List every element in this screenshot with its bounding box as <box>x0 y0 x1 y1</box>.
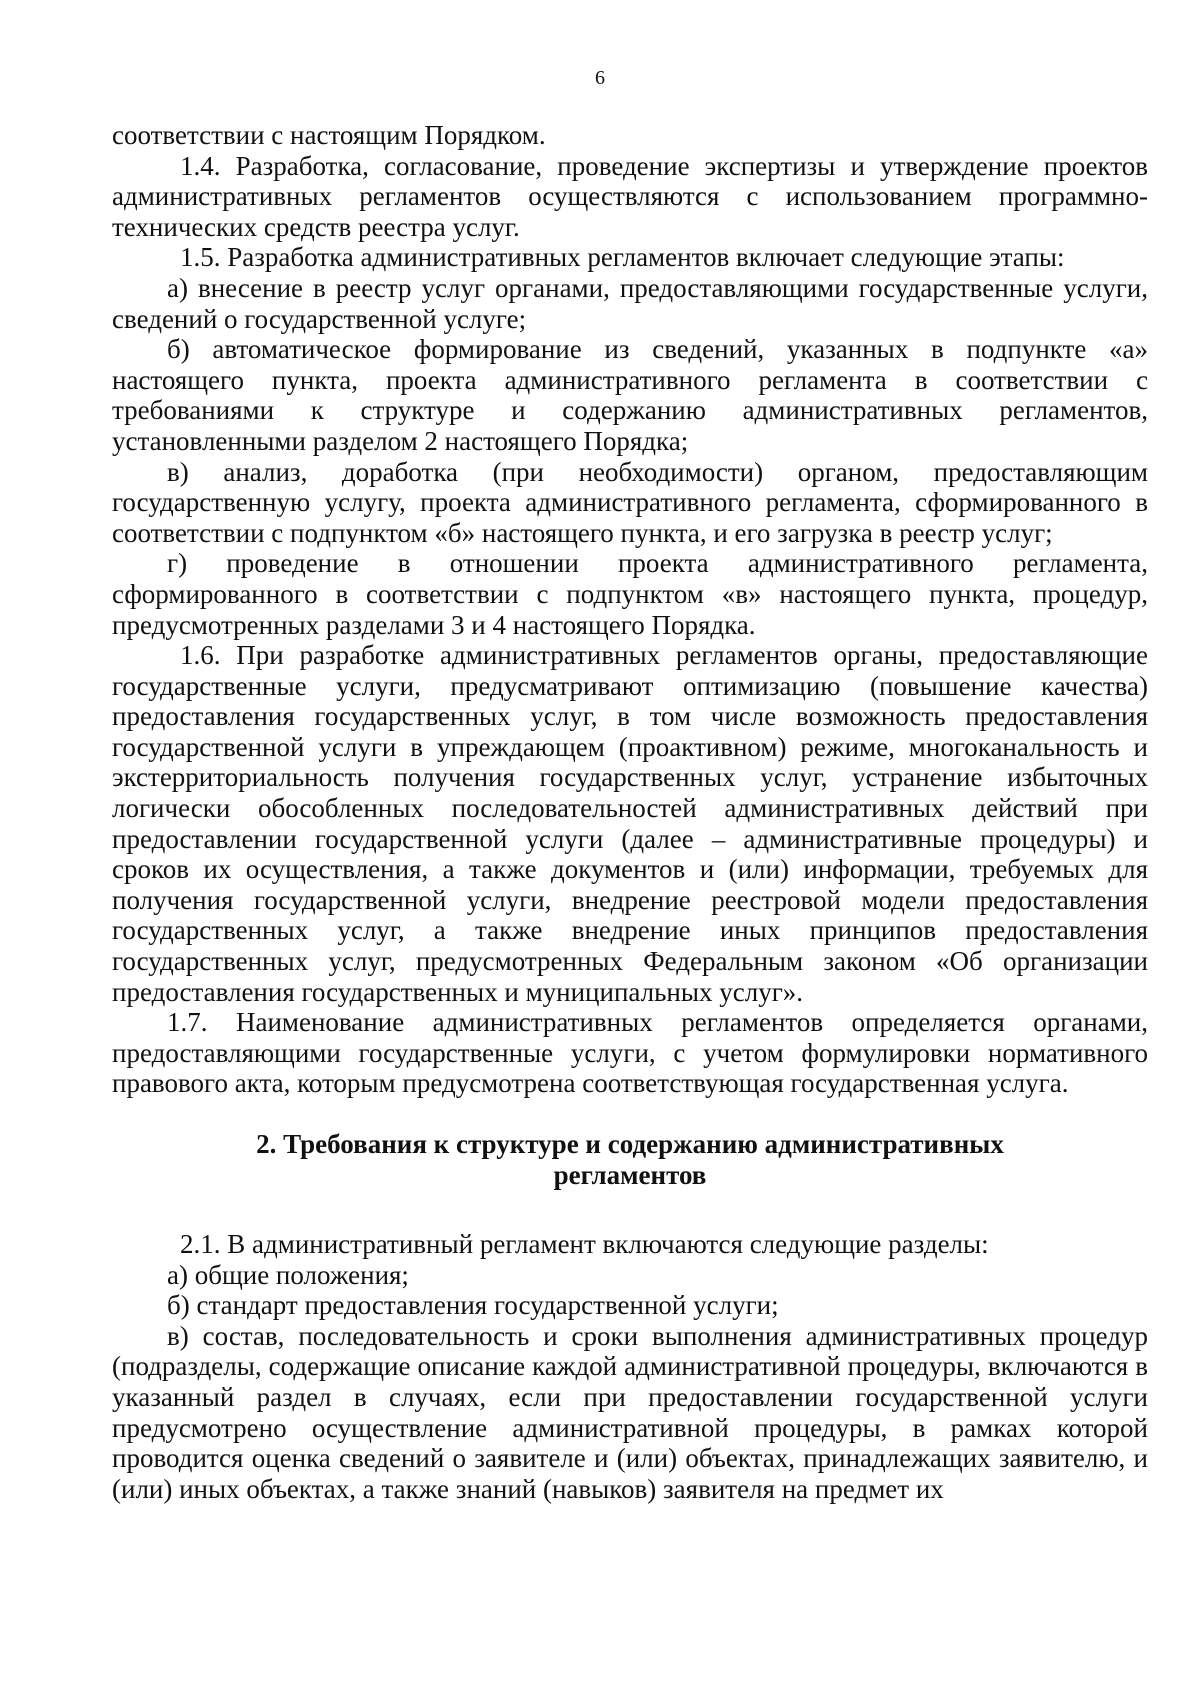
paragraph-1-7: 1.7. Наименование административных регламентов определяется органами, предоставляющими государственные услуги, с учетом формулировки нормативного правового акта, которым предусмотрена соответствующая государственная услуга. <box>112 1007 1148 1099</box>
paragraph: соответствии с настоящим Порядком. <box>112 120 546 150</box>
page-number: 6 <box>595 67 605 89</box>
section-heading: 2. Требования к структуре и содержанию административных регламентов <box>256 1129 1004 1190</box>
paragraph-1-6: 1.6. При разработке административных регламентов органы, предоставляющие государственные услуги, предусматривают оптимизацию (повышение качества) предоставления государственных услуг, в том числе возможность предоставления государственной услуги в упреждающем (проактивном) режиме, многоканальность и экстерриториальность получения государственных услуг, устранение избыточных логически обособленных последовательностей административных действий при предоставлении государственной услуги (далее – административные процедуры) и сроков их осуществления, а также документов и (или) информации, требуемых для получения государственной услуги, внедрение реестровой модели предоставления государственных услуг, а также внедрение иных принципов предоставления государственных услуг, предусмотренных Федеральным законом «Об организации предоставления государственных и муниципальных услуг». <box>112 640 1148 1007</box>
paragraph-2-1: 2.1. В административный регламент включаются следующие разделы: <box>180 1229 989 1259</box>
subitem-g: г) проведение в отношении проекта административного регламента, сформированного в соответствии с подпунктом «в» настоящего пункта, процедур, предусмотренных разделами 3 и 4 настоящего Порядка. <box>112 548 1148 640</box>
subitem-a: а) общие положения; <box>167 1259 409 1290</box>
document-body <box>112 120 1148 1504</box>
paragraph-1-4: 1.4. Разработка, согласование, проведение экспертизы и утверждение проектов административных регламентов осуществляются с использованием программно-технических средств реестра услуг. <box>112 150 1148 242</box>
subitem-v: в) состав, последовательность и сроки выполнения административных процедур (подразделы, содержащие описание каждой административной процедуры, включаются в указанный раздел в случаях, если при предоставлении государственной услуги предусмотрено осуществление административной процедуры, в рамках которой проводится оценка сведений о заявителе и (или) объектах, принадлежащих заявителю, и (или) иных объектах, а также знаний (навыков) заявителя на предмет их <box>112 1320 1148 1504</box>
paragraph-1-5: 1.5. Разработка административных регламентов включает следующие этапы: <box>180 242 1065 273</box>
subitem-a: а) внесение в реестр услуг органами, предоставляющими государственные услуги, сведений о государственной услуге; <box>112 272 1148 334</box>
subitem-b: б) стандарт предоставления государственной услуги; <box>167 1290 779 1321</box>
subitem-b: б) автоматическое формирование из сведений, указанных в подпункте «а» настоящего пункта, проекта административного регламента в соответствии с требованиями к структуре и содержанию административных регламентов, установленными разделом 2 настоящего Порядка; <box>112 334 1148 456</box>
subitem-v: в) анализ, доработка (при необходимости) органом, предоставляющим государственную услугу, проекта административного регламента, сформированного в соответствии с подпунктом «б» настоящего пункта, и его загрузка в реестр услуг; <box>112 456 1148 548</box>
